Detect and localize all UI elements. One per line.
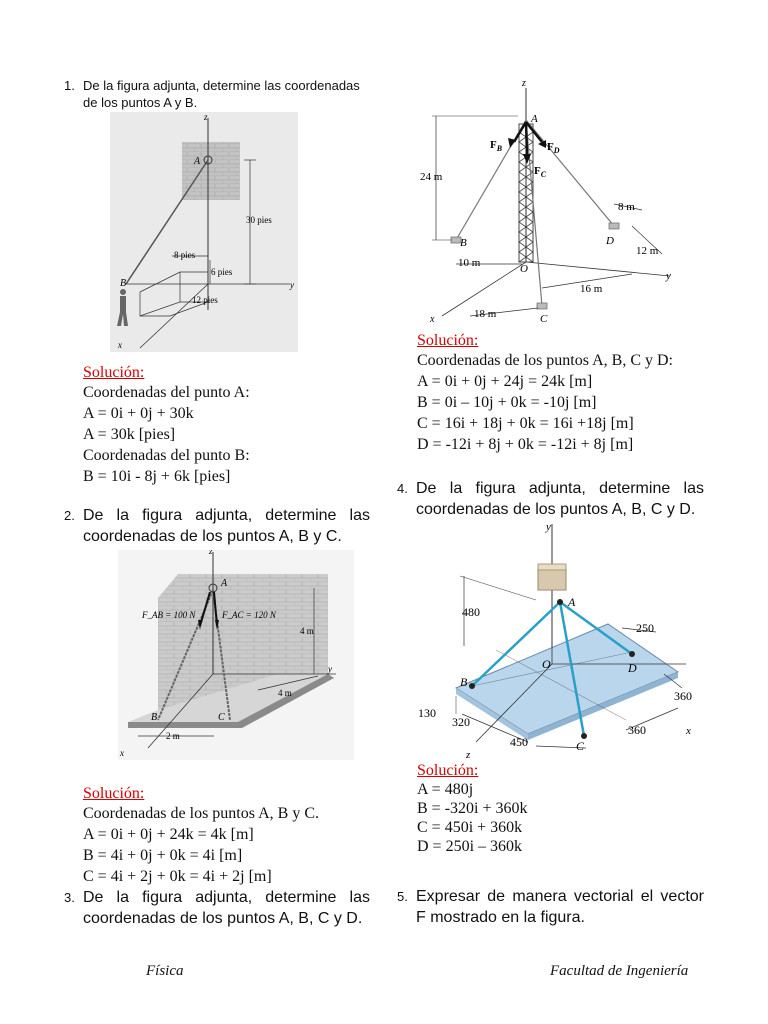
solution-1-line: Coordenadas del punto B: [83, 447, 250, 464]
figure-2-label-4m-vertical: 4 m [300, 626, 314, 636]
problem-2 [64, 505, 370, 547]
figure-2-label-b: B [151, 712, 158, 723]
figure-2-label-2m: 2 m [166, 731, 180, 741]
figure-2 [118, 550, 354, 760]
problem-4-text: De la figura adjunta, determine las coordenadas de los puntos A, B, C y D. [416, 480, 704, 518]
figure-3-label-x: x [430, 314, 435, 325]
solution-4-line: B = -320i + 360k [417, 800, 528, 817]
figure-2-label-x: x [120, 748, 124, 758]
solution-4-line: C = 450i + 360k [417, 819, 523, 836]
figure-4-label-z: z [466, 749, 471, 760]
figure-4-label-130: 130 [418, 706, 436, 720]
problem-4 [397, 478, 704, 520]
figure-4-label-480: 480 [462, 605, 480, 619]
figure-3-label-8m: 8 m [618, 201, 635, 213]
solution-1-line: Coordenadas del punto A: [83, 384, 250, 401]
problem-3 [64, 887, 370, 929]
problem-1-text: De la figura adjunta, determine las coordenadas de los puntos A y B. [83, 78, 360, 110]
figure-3-label-o: O [520, 263, 528, 275]
figure-2-label-fac: F_AC = 120 N [222, 610, 276, 620]
solution-2-title: Solución: [83, 785, 145, 802]
solution-3-line: A = 0i + 0j + 24j = 24k [m] [417, 373, 593, 390]
figure-4 [416, 520, 702, 760]
solution-3-line: B = 0i – 10j + 0k = -10j [m] [417, 394, 597, 411]
figure-3-label-16m: 16 m [580, 283, 603, 295]
figure-2-label-y: y [328, 664, 332, 674]
problem-3-text: De la figura adjunta, determine las coordenadas de los puntos A, B, C y D. [83, 889, 370, 927]
person-icon [117, 289, 128, 326]
figure-3-label-fb: $F_B$ [490, 139, 503, 153]
figure-3-label-a: A [531, 113, 538, 125]
figure-3-label-18m: 18 m [474, 308, 497, 320]
solution-4-line: D = 250i – 360k [417, 838, 523, 855]
figure-3-label-fd: $F_D$ [547, 141, 560, 155]
solution-2-line: C = 4i + 2j + 0k = 4i + 2j [m] [83, 868, 272, 885]
solution-1-title: Solución: [83, 364, 145, 381]
figure-4-label-y: y [546, 521, 551, 533]
problem-5-number: 5. [397, 889, 408, 904]
problem-5-text: Expresar de manera vectorial el vector F mostrado en la figura. [416, 888, 704, 926]
figure-2-label-c: C [218, 712, 225, 723]
solution-3-line: D = -12i + 8j + 0k = -12i + 8j [m] [417, 436, 634, 453]
solution-2 [83, 785, 383, 887]
problem-2-number: 2. [64, 508, 75, 523]
solution-3 [417, 332, 717, 455]
problem-3-number: 3. [64, 890, 75, 905]
figure-3-label-d: D [606, 235, 614, 247]
figure-2-label-z: z [209, 550, 213, 556]
figure-4-label-d: D [628, 661, 637, 675]
solution-3-line: Coordenadas de los puntos A, B, C y D: [417, 352, 673, 369]
figure-3-label-y: y [666, 270, 671, 282]
figure-2-label-4m-horizontal: 4 m [278, 688, 292, 698]
figure-2-label-a: A [221, 578, 228, 589]
figure-1-label-6pies: 6 pies [211, 267, 233, 277]
figure-4-label-c: C [576, 739, 585, 753]
figure-4-label-x: x [686, 725, 691, 737]
figure-4-label-250: 250 [636, 621, 654, 635]
figure-1-label-12pies: 12 pies [192, 295, 218, 305]
problem-2-text: De la figura adjunta, determine las coordenadas de los puntos A, B y C. [83, 507, 370, 545]
figure-3-label-10m: 10 m [458, 257, 481, 269]
problem-4-number: 4. [397, 481, 408, 496]
figure-4-box [538, 568, 566, 590]
solution-1 [83, 364, 383, 487]
figure-1-label-b: B [120, 278, 127, 289]
figure-3-label-z: z [522, 78, 526, 89]
figure-1-label-y: y [290, 280, 294, 290]
figure-1-label-30pies: 30 pies [246, 215, 272, 225]
solution-1-line: B = 10i - 8j + 6k [pies] [83, 468, 231, 485]
figure-4-label-360-right: 360 [674, 689, 692, 703]
problem-1 [64, 77, 374, 111]
figure-3-label-12m: 12 m [636, 245, 659, 257]
figure-4-label-450: 450 [510, 735, 528, 749]
solution-2-line: A = 0i + 0j + 24k = 4k [m] [83, 826, 254, 843]
solution-4-title: Solución: [417, 762, 479, 779]
figure-1 [110, 112, 298, 352]
figure-1-label-a: A [194, 156, 201, 167]
solution-1-line: A = 0i + 0j + 30k [83, 405, 194, 422]
figure-1-label-8pies: 8 pies [174, 250, 196, 260]
figure-4-label-o: O [542, 657, 551, 671]
solution-1-line: A = 30k [pies] [83, 426, 176, 443]
figure-3 [418, 76, 690, 326]
figure-4-label-a: A [568, 595, 576, 609]
problem-1-number: 1. [64, 78, 75, 93]
solution-4-line: A = 480j [417, 781, 474, 798]
figure-4-label-b: B [460, 675, 468, 689]
figure-3-label-fc: $F_C$ [534, 165, 547, 179]
problem-5 [397, 886, 704, 928]
figure-1-label-x: x [118, 340, 122, 350]
figure-1-wall [182, 142, 240, 200]
solution-2-line: Coordenadas de los puntos A, B y C. [83, 805, 319, 822]
footer-left: Física [146, 963, 184, 979]
figure-4-label-360-front: 360 [628, 723, 646, 737]
solution-3-line: C = 16i + 18j + 0k = 16i +18j [m] [417, 415, 634, 432]
figure-1-label-z: z [204, 112, 208, 122]
solution-4 [417, 762, 717, 856]
figure-4-label-320: 320 [452, 715, 470, 729]
solution-3-title: Solución: [417, 332, 479, 349]
figure-3-label-c: C [540, 313, 548, 325]
figure-3-label-b: B [460, 237, 467, 249]
figure-3-label-24m: 24 m [420, 171, 443, 183]
figure-2-label-fab: F_AB = 100 N [142, 610, 196, 620]
solution-2-line: B = 4i + 0j + 0k = 4i [m] [83, 847, 243, 864]
footer-right: Facultad de Ingeniería [550, 963, 689, 979]
